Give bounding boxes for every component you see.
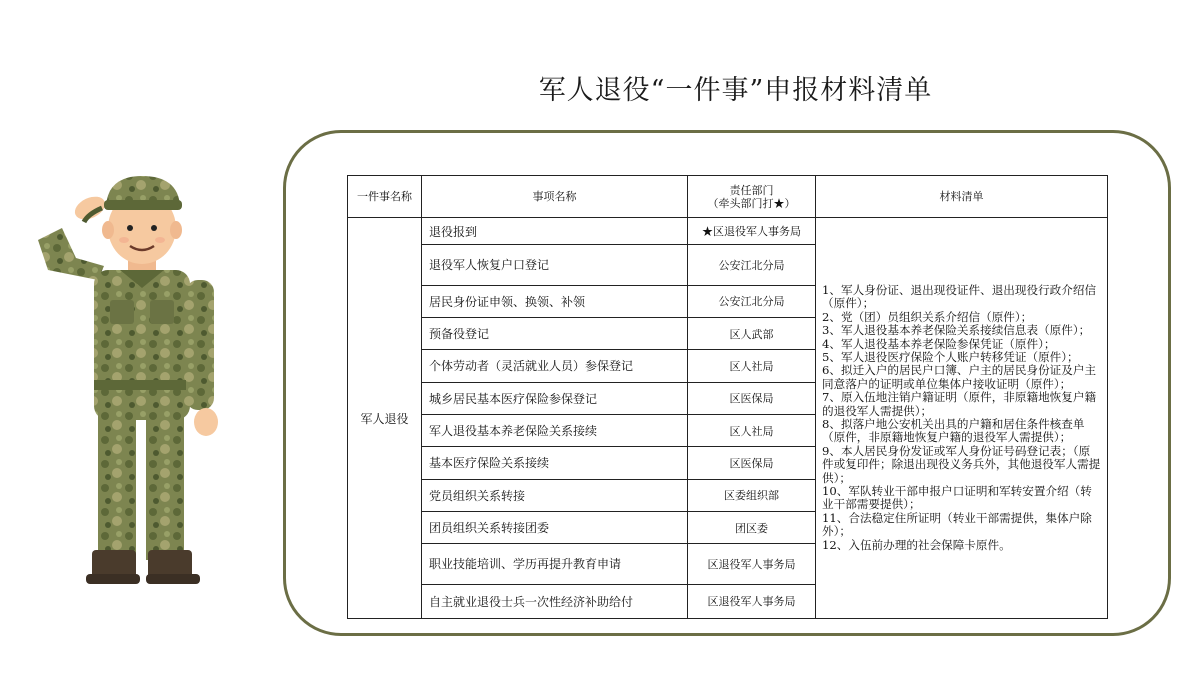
item-name-cell: 退役军人恢复户口登记	[422, 245, 688, 285]
department-cell: 公安江北分局	[688, 285, 816, 317]
category-cell: 军人退役	[348, 218, 422, 619]
department-cell: 区委组织部	[688, 479, 816, 511]
material-line: 7、原入伍地注销户籍证明（原件，非原籍地恢复户籍的退役军人需提供）；	[822, 390, 1097, 418]
header-item-name: 事项名称	[422, 176, 688, 218]
item-name-cell: 个体劳动者（灵活就业人员）参保登记	[422, 350, 688, 382]
material-line: 5、军人退役医疗保险个人账户转移凭证（原件）；	[822, 349, 1079, 364]
item-name-cell: 基本医疗保险关系接续	[422, 447, 688, 479]
item-name-cell: 职业技能培训、学历再提升教育申请	[422, 544, 688, 584]
department-cell: 区医保局	[688, 447, 816, 479]
department-cell: 区人社局	[688, 414, 816, 446]
department-cell: 区退役军人事务局	[688, 544, 816, 584]
header-event-name: 一件事名称	[348, 176, 422, 218]
material-line: 9、本人居民身份发证或军人身份证号码登记表；（原件或复印件；除退出现役义务兵外，其他退役军人需提供）；	[822, 443, 1101, 485]
material-line: 1、军人身份证、退出现役证件、退出现役行政介绍信（原件）；	[822, 282, 1097, 311]
department-cell: 区退役军人事务局	[688, 584, 816, 618]
materials-list-cell	[816, 218, 1108, 619]
materials-table	[347, 175, 1108, 619]
material-line: 12、入伍前办理的社会保障卡原件。	[822, 537, 1011, 552]
department-cell: ★区退役军人事务局	[688, 218, 816, 245]
saluting-soldier-illustration	[28, 170, 228, 600]
item-name-cell: 党员组织关系转接	[422, 479, 688, 511]
department-cell: 区人社局	[688, 350, 816, 382]
material-line: 10、军队转业干部申报户口证明和军转安置介绍（转业干部需要提供）；	[822, 484, 1092, 512]
department-cell: 公安江北分局	[688, 245, 816, 285]
material-line: 2、党（团）员组织关系介绍信（原件）；	[822, 309, 1033, 324]
item-name-cell: 退役报到	[422, 218, 688, 245]
item-name-cell: 城乡居民基本医疗保险参保登记	[422, 382, 688, 414]
item-name-cell: 军人退役基本养老保险关系接续	[422, 414, 688, 446]
department-cell: 区医保局	[688, 382, 816, 414]
material-line: 8、拟落户地公安机关出具的户籍和居住条件核查单（原件，非原籍地恢复户籍的退役军人需提供）；	[822, 417, 1085, 445]
department-cell: 区人武部	[688, 317, 816, 349]
item-name-cell: 团员组织关系转接团委	[422, 511, 688, 543]
material-line: 4、军人退役基本养老保险参保凭证（原件）；	[822, 336, 1056, 351]
page-title: 军人退役“一件事”申报材料清单	[538, 75, 933, 106]
material-line: 11、合法稳定住所证明（转业干部需提供，集体户除外）；	[822, 510, 1092, 539]
material-line: 3、军人退役基本养老保险关系接续信息表（原件）；	[822, 323, 1091, 338]
item-name-cell: 居民身份证申领、换领、补领	[422, 285, 688, 317]
header-department: 责任部门 （牵头部门打★）	[688, 176, 816, 218]
header-materials: 材料清单	[816, 176, 1108, 218]
table-row	[348, 218, 1108, 245]
material-line: 6、拟迁入户的居民户口簿、户主的居民身份证及户主同意落户的证明或单位集体户接收证明（原件）；	[822, 363, 1097, 391]
item-name-cell: 自主就业退役士兵一次性经济补助给付	[422, 584, 688, 618]
department-cell: 团区委	[688, 511, 816, 543]
item-name-cell: 预备役登记	[422, 317, 688, 349]
